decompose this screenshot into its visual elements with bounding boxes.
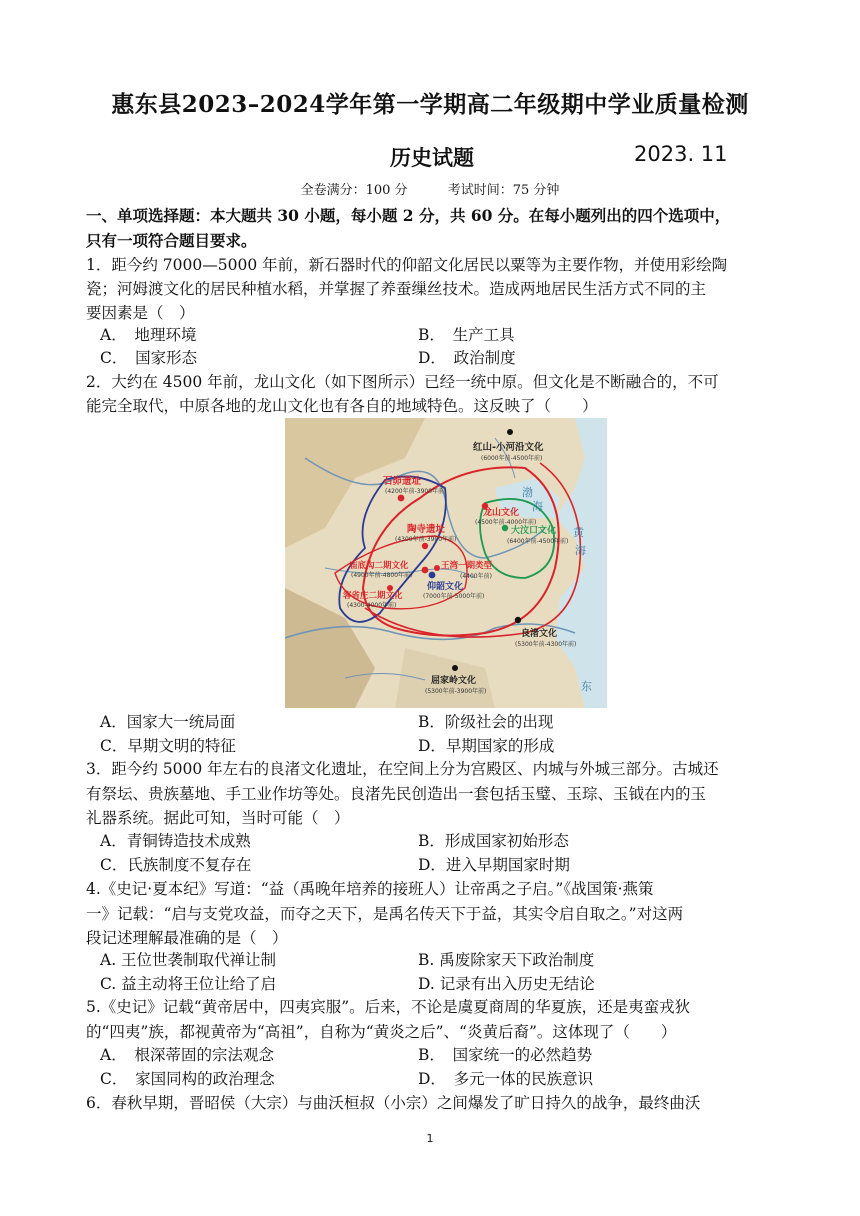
section-heading-line2: 只有一项符合题目要求。 <box>86 231 257 250</box>
map-sea-hai-1: 海 <box>532 500 543 513</box>
map-label-wangwan: 王湾一期类型 <box>441 561 493 571</box>
map-date-dawenkou: (6400年前-4500年前) <box>507 538 569 545</box>
map-label-dawenkou: 大汶口文化 <box>511 526 557 536</box>
map-label-taosi: 陶寺遗址 <box>407 524 446 535</box>
question-2-option-c[interactable]: C．早期文明的特征 <box>100 737 236 755</box>
map-date-taosi: (4300年前-3900年前) <box>395 536 457 543</box>
question-3-line-3: 礼器系统。据此可知，当时可能（ ） <box>86 809 350 827</box>
subject-title: 历史试题 <box>390 145 474 170</box>
question-5-option-b[interactable]: B． 国家统一的必然趋势 <box>418 1046 593 1064</box>
map-label-hongshan: 红山-小河沿文化 <box>473 442 544 453</box>
map-date-wangwan: (4400年前) <box>460 573 492 580</box>
question-1-line-1: 1．距今约 7000—5000 年前，新石器时代的仰韶文化居民以粟等为主要作物，并使用彩绘陶 <box>86 256 728 274</box>
exam-title: 惠东县2023–2024学年第一学期高二年级期中学业质量检测 <box>111 91 749 118</box>
map-date-yangshao: (7000年前-5000年前) <box>423 593 485 600</box>
question-4-option-c[interactable]: C. 益主动将王位让给了启 <box>100 975 277 993</box>
map-date-miaodigou: (4900年前-4800年前) <box>351 572 413 579</box>
wangwan-site-dot <box>434 565 440 571</box>
section-heading-line1: 一、单项选择题：本大题共 30 小题，每小题 2 分，共 60 分。在每小题列出的四个选项中， <box>86 206 731 225</box>
map-sea-hai-2: 海 <box>575 544 586 557</box>
map-date-longshan: (4500年前-4000年前) <box>475 519 537 526</box>
question-1-line-2: 瓷；河姆渡文化的居民种植水稻，并掌握了养蚕缫丝技术。造成两地居民生活方式不同的主 <box>86 280 707 298</box>
question-5-line-1: 5.《史记》记载“黄帝居中，四夷宾服”。后来，不论是虞夏商周的华夏族，还是夷蛮戎狄 <box>86 998 691 1016</box>
map-date-liangzhu: (5300年前-4300年前) <box>515 641 577 648</box>
qujialing-site-dot <box>452 665 458 671</box>
yangshao-site-dot <box>429 572 436 579</box>
question-2-line-2: 能完全取代，中原各地的龙山文化也有各自的地域特色。这反映了（ ） <box>86 397 598 415</box>
exam-meta <box>0 179 860 198</box>
question-3-option-b[interactable]: B．形成国家初始形态 <box>418 832 569 850</box>
question-5-option-a[interactable]: A． 根深蒂固的宗法观念 <box>100 1046 274 1064</box>
map-label-miaodigou: 庙底沟二期文化 <box>349 561 409 571</box>
question-3-option-d[interactable]: D．进入早期国家时期 <box>418 856 570 874</box>
question-1-option-a[interactable]: A． 地理环境 <box>100 326 197 344</box>
miaodigou-site-dot <box>422 567 429 574</box>
exam-date: 2023. 11 <box>634 142 728 166</box>
shimao-site-dot <box>398 495 405 502</box>
question-5-line-2: 的“四夷”族，都视黄帝为“高祖”，自称为“黄炎之后”、“炎黄后裔”。这体现了（ ） <box>86 1023 677 1041</box>
question-4-line-1: 4.《史记·夏本纪》写道：“益（禹晚年培养的接班人）让帝禹之子启。”《战国策·燕策 <box>86 880 654 898</box>
map-label-liangzhu: 良渚文化 <box>521 629 558 639</box>
map-date-qujialing: (5300年前-3900年前) <box>425 688 487 695</box>
map-date-shimao: (4200年前-3900年前) <box>385 488 447 495</box>
question-4-line-3: 段记述理解最准确的是（ ） <box>86 929 288 947</box>
question-6-line-1: 6．春秋早期，晋昭侯（大宗）与曲沃桓叔（小宗）之间爆发了旷日持久的战争，最终曲沃 <box>86 1094 701 1112</box>
question-1-line-3: 要因素是（ ） <box>86 304 195 322</box>
question-3-line-2: 有祭坛、贵族墓地、手工业作坊等处。良渚先民创造出一套包括玉璧、玉琮、玉钺在内的玉 <box>86 785 707 803</box>
question-2-line-1: 2．大约在 4500 年前，龙山文化（如下图所示）已经一统中原。但文化是不断融合的，不可 <box>86 373 719 391</box>
taosi-site-dot <box>422 543 428 549</box>
question-4-option-b[interactable]: B. 禹废除家天下政治制度 <box>418 951 595 969</box>
question-2-option-a[interactable]: A．国家大一统局面 <box>100 713 236 731</box>
question-5-option-c[interactable]: C． 家国同构的政治理念 <box>100 1070 275 1088</box>
longshan-culture-map <box>285 418 607 708</box>
hongshan-site-dot <box>507 429 513 435</box>
question-3-option-c[interactable]: C．氏族制度不复存在 <box>100 856 252 874</box>
map-date-hongshan: (6000年前-4500年前) <box>481 455 543 462</box>
map-label-yangshao: 仰韶文化 <box>427 582 464 592</box>
question-2-option-b[interactable]: B．阶级社会的出现 <box>418 713 554 731</box>
question-3-option-a[interactable]: A．青铜铸造技术成熟 <box>100 832 251 850</box>
map-sea-huang: 黄 <box>573 526 584 539</box>
question-1-option-b[interactable]: B． 生产工具 <box>418 326 515 344</box>
question-3-line-1: 3．距今约 5000 年左右的良渚文化遗址，在空间上分为宫殿区、内城与外城三部分。古城还 <box>86 760 719 778</box>
question-4-option-a[interactable]: A. 王位世袭制取代禅让制 <box>100 951 277 969</box>
liangzhu-site-dot <box>515 617 521 623</box>
full-score: 全卷满分：100 分 <box>300 183 408 198</box>
page-number: 1 <box>426 1132 434 1145</box>
exam-time: 考试时间：75 分钟 <box>447 183 560 198</box>
map-sea-bo: 渤 <box>522 486 533 499</box>
map-label-longshan: 龙山文化 <box>483 508 520 518</box>
map-label-keshengzhuang: 客省庄二期文化 <box>343 591 403 601</box>
question-4-line-2: 一》记载：“启与支党攻益，而夺之天下，是禹名传天下于益，其实令启自取之。”对这两 <box>86 905 684 923</box>
question-1-option-c[interactable]: C． 国家形态 <box>100 349 198 367</box>
map-sea-dong: 东 <box>581 680 592 693</box>
question-1-option-d[interactable]: D． 政治制度 <box>418 349 516 367</box>
map-label-qujialing: 屈家岭文化 <box>431 676 477 686</box>
question-5-option-d[interactable]: D． 多元一体的民族意识 <box>418 1070 594 1088</box>
question-4-option-d[interactable]: D. 记录有出入历史无结论 <box>418 975 595 993</box>
map-date-keshengzhuang: (4300-4000年前) <box>347 602 397 609</box>
map-label-shimao: 石峁遗址 <box>383 476 422 487</box>
question-2-option-d[interactable]: D．早期国家的形成 <box>418 737 555 755</box>
